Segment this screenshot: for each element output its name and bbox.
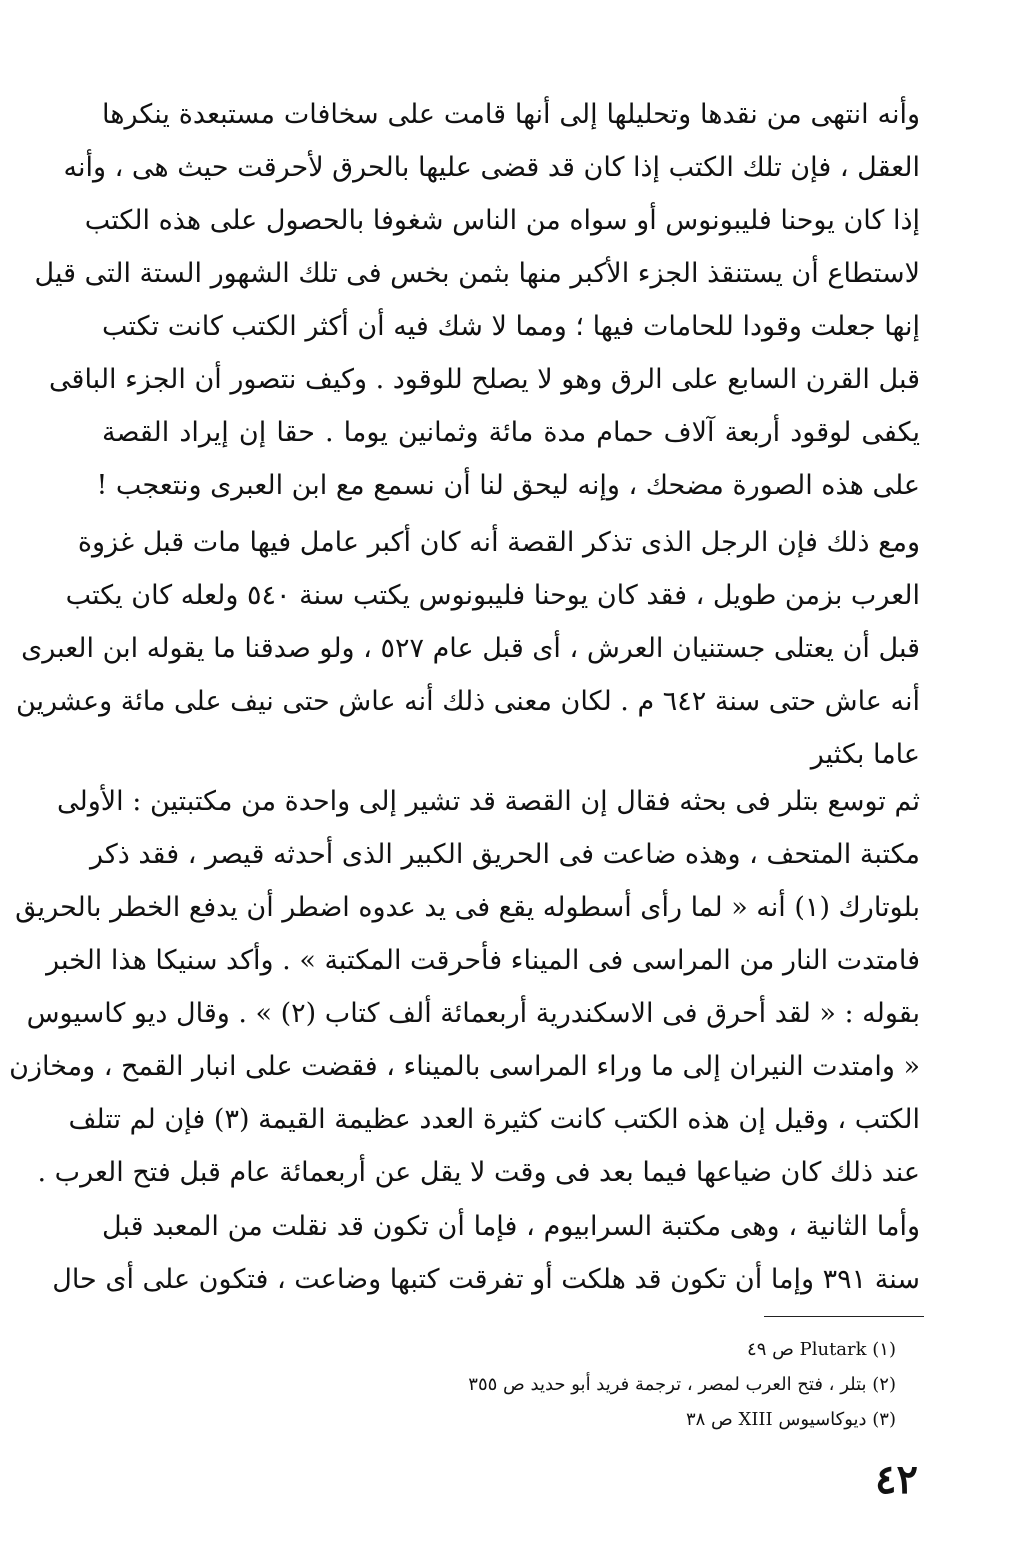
text-line: الكتب ، وقيل إن هذه الكتب كانت كثيرة العدد عظيمة القيمة (٣) فإن لم تتلف xyxy=(68,1104,920,1135)
text-line: العرب بزمن طويل ، فقد كان يوحنا فليبونوس يكتب سنة ٥٤٠ ولعله كان يكتب xyxy=(65,580,920,611)
footnote-1: (١) Plutark ص ٤٩ xyxy=(747,1339,896,1360)
text-line: على هذه الصورة مضحك ، وإنه ليحق لنا أن نسمع مع ابن العبرى ونتعجب ! xyxy=(96,470,920,501)
paragraph-3 xyxy=(9,775,920,1199)
text-line: إنها جعلت وقودا للحامات فيها ؛ ومما لا شك فيه أن أكثر الكتب كانت تكتب xyxy=(102,311,920,342)
paragraph-1 xyxy=(34,88,920,512)
text-line: بلوتارك (١) أنه « لما رأى أسطوله يقع فى يد عدوه اضطر أن يدفع الخطر بالحريق xyxy=(15,892,920,923)
text-line: قبل القرن السابع على الرق وهو لا يصلح للوقود . وكيف نتصور أن الجزء الباقى xyxy=(49,364,920,395)
text-line: مكتبة المتحف ، وهذه ضاعت فى الحريق الكبير الذى أحدثه قيصر ، فقد ذكر xyxy=(90,839,920,870)
paragraph-2 xyxy=(15,516,920,781)
footnotes xyxy=(300,1332,896,1437)
footnote-2: (٢) بتلر ، فتح العرب لمصر ، ترجمة فريد أبو حديد ص ٣٥٥ xyxy=(468,1374,896,1395)
paragraph-4 xyxy=(52,1200,920,1306)
text-line: أنه عاش حتى سنة ٦٤٢ م . لكان معنى ذلك أنه عاش حتى نيف على مائة وعشرين xyxy=(15,686,920,717)
footnote-divider xyxy=(764,1316,924,1317)
text-line: لاستطاع أن يستنقذ الجزء الأكبر منها بثمن بخس فى تلك الشهور الستة التى قيل xyxy=(34,258,920,289)
text-line: قبل أن يعتلى جستنيان العرش ، أى قبل عام ٥٢٧ ، ولو صدقنا ما يقوله ابن العبرى xyxy=(21,633,920,664)
text-line: ومع ذلك فإن الرجل الذى تذكر القصة أنه كان أكبر عامل فيها مات قبل غزوة xyxy=(77,527,920,558)
text-line: بقوله : « لقد أحرق فى الاسكندرية أربعمائة ألف كتاب (٢) » . وقال ديو كاسيوس xyxy=(26,998,920,1029)
text-line: إذا كان يوحنا فليبونوس أو سواه من الناس شغوفا بالحصول على هذه الكتب xyxy=(84,205,920,236)
text-line: العقل ، فإن تلك الكتب إذا كان قد قضى عليها بالحرق لأحرقت حيث هى ، وأنه xyxy=(63,152,920,183)
text-line: وأنه انتهى من نقدها وتحليلها إلى أنها قامت على سخافات مستبعدة ينكرها xyxy=(102,99,920,130)
text-line: « وامتدت النيران إلى ما وراء المراسى بالميناء ، فقضت على انبار القمح ، ومخازن xyxy=(9,1051,920,1082)
text-line: ثم توسع بتلر فى بحثه فقال إن القصة قد تشير إلى واحدة من مكتبتين : الأولى xyxy=(57,786,920,817)
text-line: وأما الثانية ، وهى مكتبة السرابيوم ، فإما أن تكون قد نقلت من المعبد قبل xyxy=(102,1211,920,1242)
text-line: فامتدت النار من المراسى فى الميناء فأحرقت المكتبة » . وأكد سنيكا هذا الخبر xyxy=(46,945,920,976)
text-line: يكفى لوقود أربعة آلاف حمام مدة مائة وثمانين يوما . حقا إن إيراد القصة xyxy=(102,417,920,448)
text-line: سنة ٣٩١ وإما أن تكون قد هلكت أو تفرقت كتبها وضاعت ، فتكون على أى حال xyxy=(52,1264,920,1295)
text-line: عند ذلك كان ضياعها فيما بعد فى وقت لا يقل عن أربعمائة عام قبل فتح العرب . xyxy=(37,1157,920,1188)
footnote-3: (٣) ديوكاسيوس XIII ص ٣٨ xyxy=(685,1409,896,1430)
text-line: عاما بكثير xyxy=(810,739,920,770)
page-number: ٤٢ xyxy=(875,1456,918,1503)
